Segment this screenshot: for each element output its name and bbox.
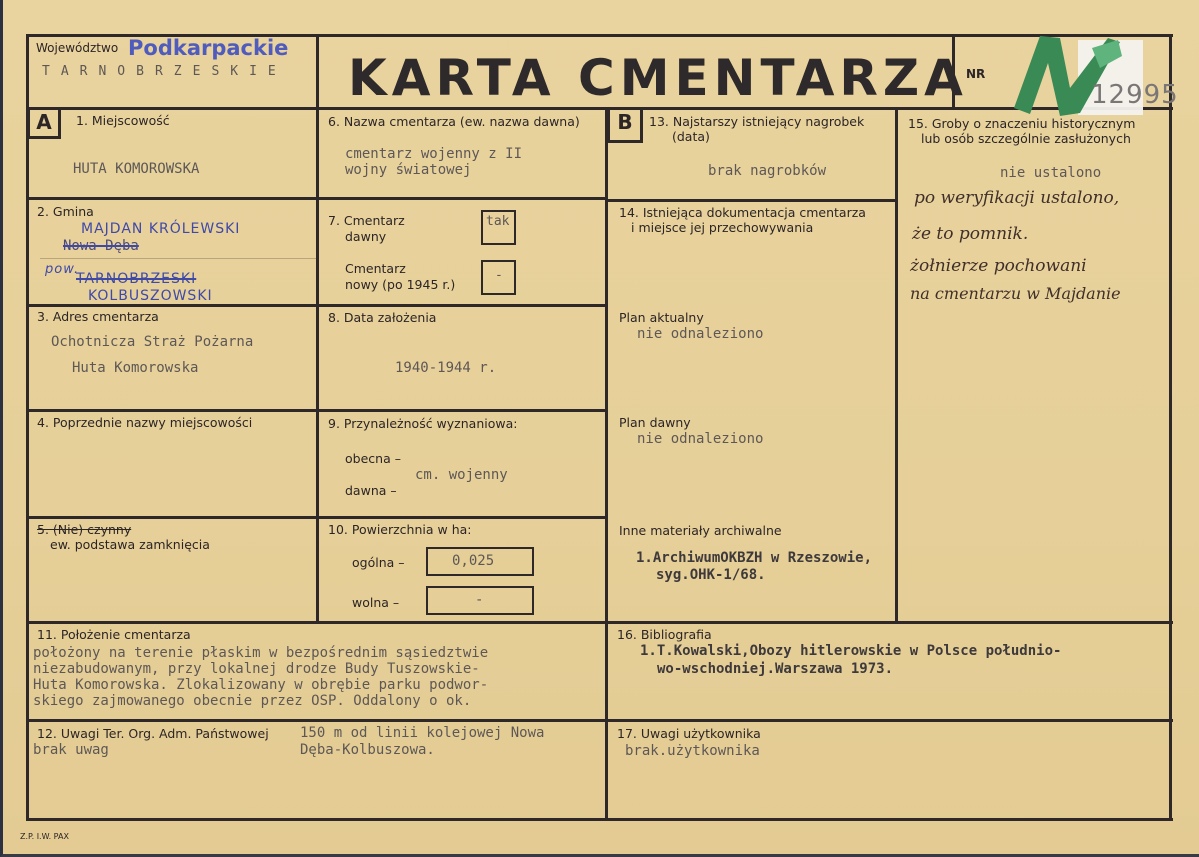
field-1-value: HUTA KOMOROWSKA [73,161,200,177]
field-4-label: 4. Poprzednie nazwy miejscowości [37,415,253,430]
bibliography-line-1: 1.T.Kowalski,Obozy hitlerowskie w Polsce południo- [640,643,1062,659]
field-3-label: 3. Adres cmentarza [37,309,159,324]
field-17-value: brak.użytkownika [625,743,760,759]
powiat-prefix: pow. [45,262,80,277]
address-line-2: Huta Komorowska [72,360,199,376]
field-15-label: 15. Groby o znaczeniu historycznym [908,116,1136,131]
location-line-4: skiego zajmowanego obecnie przez OSP. Oddalony o ok. [33,693,472,709]
location-line-1: położony na terenie płaskim w bezpośrednim sąsiedztwie [33,645,489,661]
field-12-value: brak uwag [33,742,109,758]
field-5-sublabel: ew. podstawa zamknięcia [50,537,210,552]
handwritten-note-line-3: żołnierze pochowani [910,256,1087,276]
field-9-label: 9. Przynależność wyznaniowa: [328,416,518,431]
bibliography-line-2: wo-wschodniej.Warszawa 1973. [657,661,894,677]
field-13-label: 13. Najstarszy istniejący nagrobek [649,114,865,129]
field-1-label: 1. Miejscowość [76,113,170,128]
field-6-label: 6. Nazwa cmentarza (ew. nazwa dawna) [328,114,580,129]
handwritten-note-line-1: po weryfikacji ustalono, [914,188,1120,208]
field-2-label: 2. Gmina [37,204,94,219]
inne-materialy-line-2: syg.OHK-1/68. [656,567,766,583]
plan-aktualny-label: Plan aktualny [619,310,704,325]
location-continuation-2: Dęba-Kolbuszowa. [300,742,435,758]
powiat-handwritten: KOLBUSZOWSKI [88,288,213,304]
checkbox-cmentarz-dawny[interactable] [481,210,516,245]
handwritten-note-line-4: na cmentarzu w Majdanie [910,284,1121,303]
inne-materialy-line-1: 1.ArchiwumOKBZH w Rzeszowie, [636,550,873,566]
field-7-new-label-2: nowy (po 1945 r.) [345,277,456,292]
field-8-label: 8. Data założenia [328,310,437,325]
wojewodztwo-stamp: Podkarpackie [128,36,289,60]
wolna-field[interactable] [426,586,534,615]
plan-dawny-label: Plan dawny [619,415,691,430]
wolna-value: - [475,592,484,608]
powiat-struck: TARNOBRZESKI [76,271,197,287]
field-7-label: 7. Cmentarz [328,213,405,228]
name-line-1: cmentarz wojenny z II [345,146,523,162]
location-continuation-1: 150 m od linii kolejowej Nowa [300,725,545,741]
gmina-handwritten: MAJDAN KRÓLEWSKI [81,221,241,237]
ogolna-value: 0,025 [452,553,495,569]
section-b-badge: B [607,107,643,143]
field-5-label: 5. (Nie) czynny [37,522,132,537]
wolna-label: wolna – [352,595,400,610]
field-7-label-2: dawny [345,229,387,244]
plan-aktualny-value: nie odnaleziono [637,326,764,342]
nr-value: 12995 [1091,80,1179,110]
field-14-label: 14. Istniejąca dokumentacja cmentarza [619,205,866,220]
printer-mark: Z.P. I.W. PAX [20,832,69,841]
location-line-3: Huta Komorowska. Zlokalizowany w obrębie parku podwor- [33,677,489,693]
address-line-1: Ochotnicza Straż Pożarna [51,334,254,350]
ogolna-field[interactable] [426,547,534,576]
field-8-value: 1940-1944 r. [395,360,497,376]
dawna-label: dawna – [345,483,397,498]
field-12-label: 12. Uwagi Ter. Org. Adm. Państwowej [37,726,269,741]
name-line-2: wojny światowej [345,162,472,178]
field-13-value: brak nagrobków [708,163,827,179]
field-7-new-label: Cmentarz [345,261,406,276]
field-13-label-2: (data) [672,129,710,144]
field-14-label-2: i miejsce jej przechowywania [631,220,814,235]
page-title: KARTA CMENTARZA [348,49,968,107]
obecna-label: obecna – [345,451,401,466]
field-11-label: 11. Położenie cmentarza [37,627,191,642]
wojewodztwo-label: Województwo [36,41,119,55]
gmina-struck: Nowa Dęba [63,238,139,254]
field-15-typed-value: nie ustalono [1000,165,1102,181]
checkbox-cmentarz-nowy[interactable] [481,260,516,295]
location-line-2: niezabudowanym, przy lokalnej drodze Budy Tuszowskie- [33,661,480,677]
plan-dawny-value: nie odnaleziono [637,431,764,447]
handwritten-note-line-2: że to pomnik. [912,224,1029,244]
ogolna-label: ogólna – [352,555,405,570]
cmentarz-dawny-value: tak [486,214,510,229]
field-9-value: cm. wojenny [415,467,508,483]
nr-label: NR [966,67,986,81]
field-10-label: 10. Powierzchnia w ha: [328,522,472,537]
field-15-label-2: lub osób szczególnie zasłużonych [921,131,1131,146]
field-16-label: 16. Bibliografia [617,627,712,642]
wojewodztwo-typed: TARNOBRZESKIE [42,64,287,79]
cmentarz-nowy-value: - [495,268,503,283]
field-17-label: 17. Uwagi użytkownika [617,726,761,741]
section-a-badge: A [27,107,61,139]
inne-materialy-label: Inne materiały archiwalne [619,523,782,538]
